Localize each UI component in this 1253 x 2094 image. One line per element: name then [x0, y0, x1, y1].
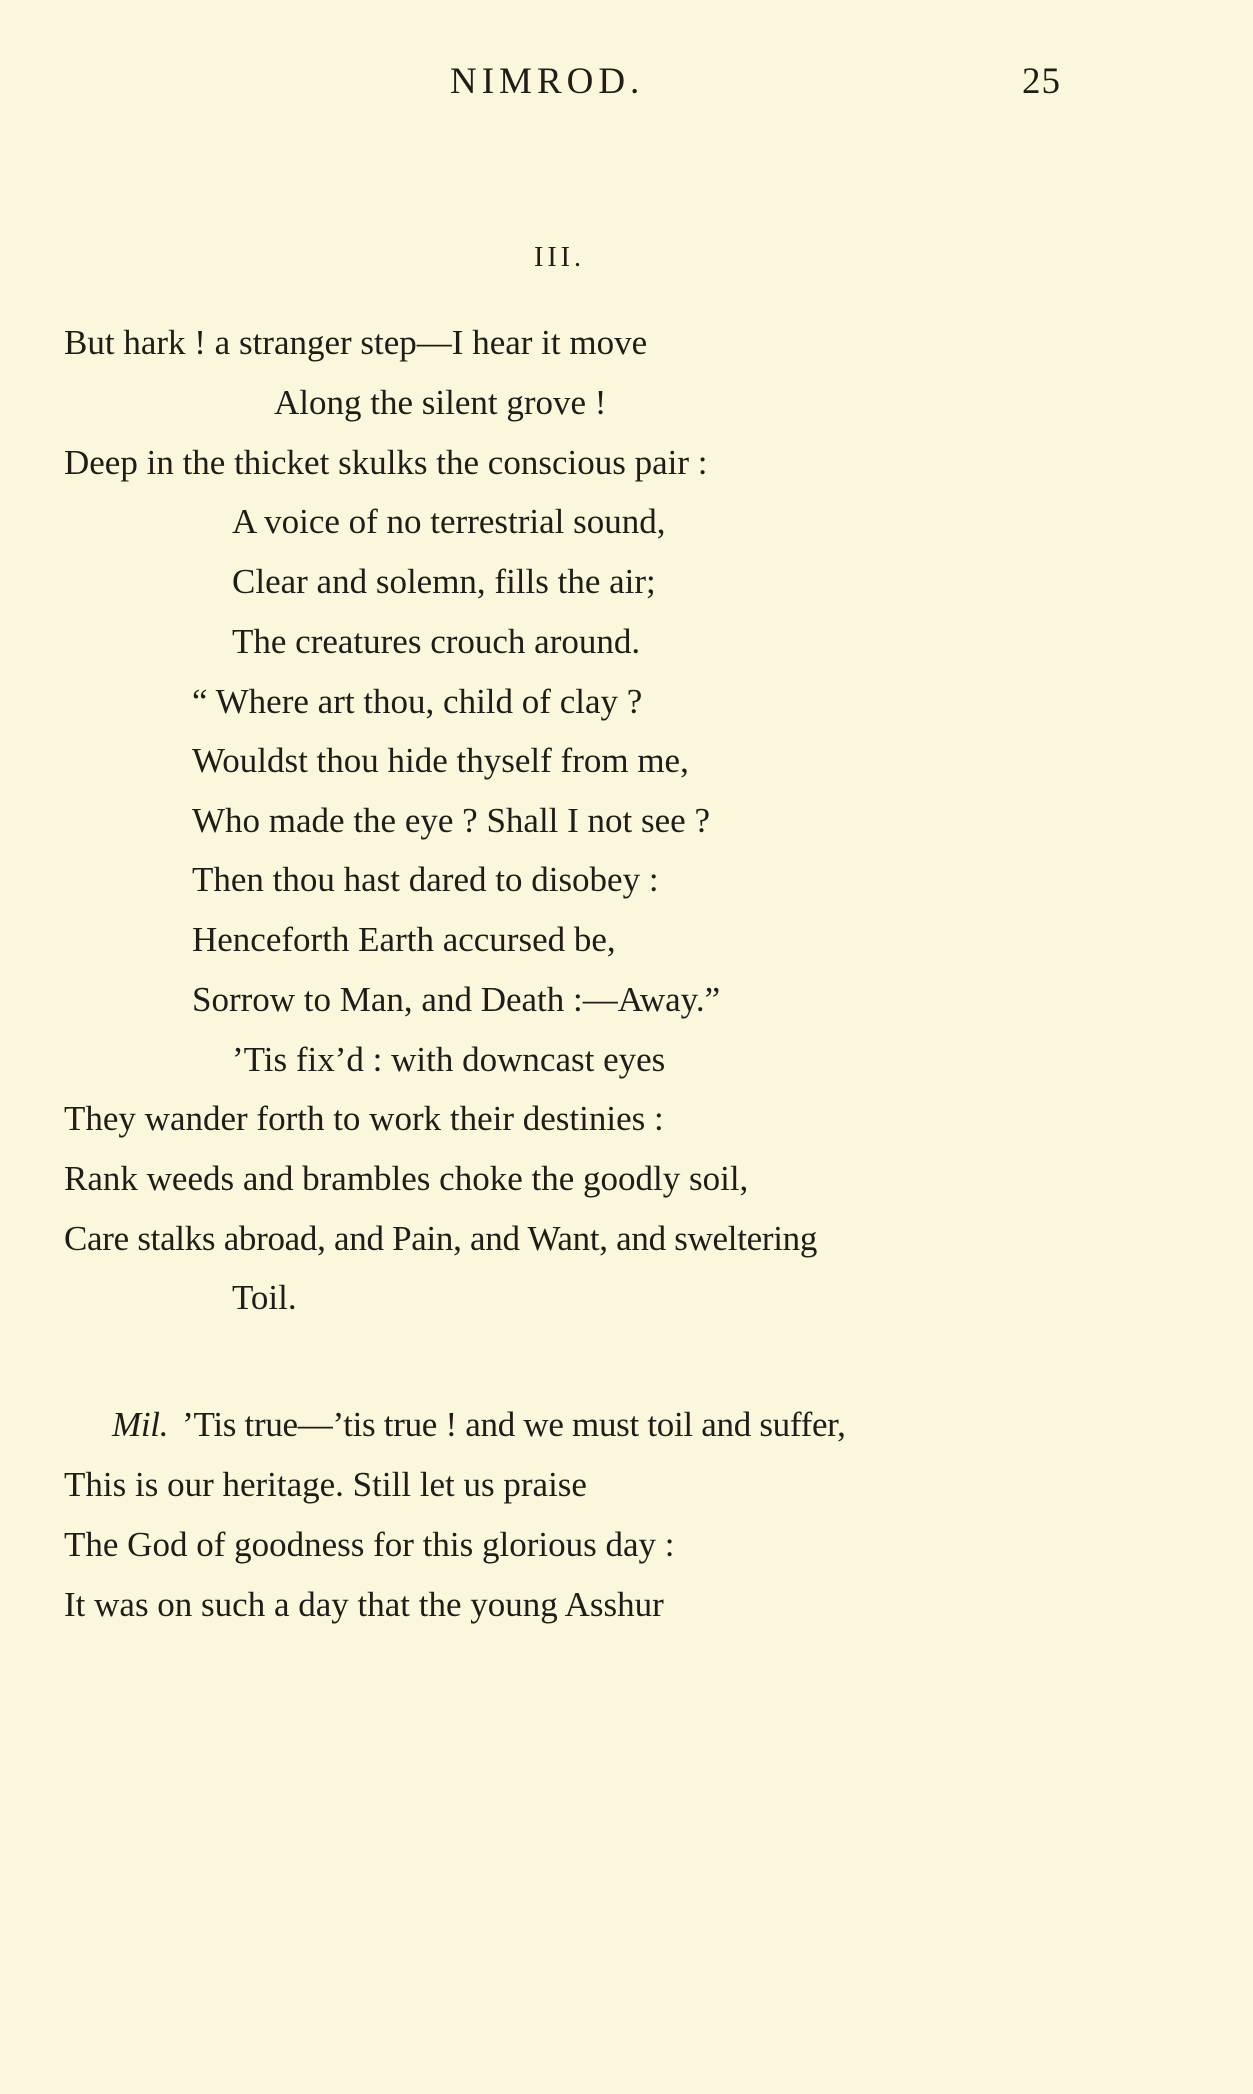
verse-line: “ Where art thou, child of clay ? — [192, 682, 643, 721]
verse-line: Clear and solemn, fills the air; — [232, 562, 656, 601]
verse-line: Wouldst thou hide thyself from me, — [192, 741, 689, 780]
verse-line: Sorrow to Man, and Death :—Away.” — [192, 980, 721, 1019]
verse-line: The creatures crouch around. — [232, 622, 641, 661]
page-number: 25 — [1022, 61, 1061, 102]
verse-line: Henceforth Earth accursed be, — [192, 920, 616, 959]
verse-line: Who made the eye ? Shall I not see ? — [192, 801, 710, 840]
section-number: III. — [534, 242, 585, 273]
dialogue-line: This is our heritage. Still let us praise — [64, 1465, 587, 1504]
verse-line: But hark ! a stranger step—I hear it move — [64, 323, 648, 362]
verse-line: They wander forth to work their destinies : — [64, 1099, 664, 1138]
verse-line: Then thou hast dared to disobey : — [192, 860, 659, 899]
dialogue-line: The God of goodness for this glorious day : — [64, 1525, 675, 1564]
dialogue-line — [112, 1403, 846, 1447]
dialogue-text: ’Tis true—’tis true ! and we must toil and suffer, — [182, 1405, 846, 1444]
verse-line: Care stalks abroad, and Pain, and Want, and sweltering — [64, 1219, 818, 1258]
verse-line: Along the silent grove ! — [274, 383, 607, 422]
speaker-name: Mil. — [112, 1405, 169, 1444]
verse-line: Toil. — [232, 1278, 297, 1317]
running-title: NIMROD. — [450, 61, 645, 102]
verse-line: Deep in the thicket skulks the conscious pair : — [64, 443, 708, 482]
verse-line: Rank weeds and brambles choke the goodly soil, — [64, 1159, 749, 1198]
verse-line: ’Tis fix’d : with downcast eyes — [232, 1040, 666, 1079]
verse-line: A voice of no terrestrial sound, — [232, 502, 666, 541]
running-head — [0, 60, 1253, 110]
dialogue-line: It was on such a day that the young Asshur — [64, 1585, 664, 1624]
